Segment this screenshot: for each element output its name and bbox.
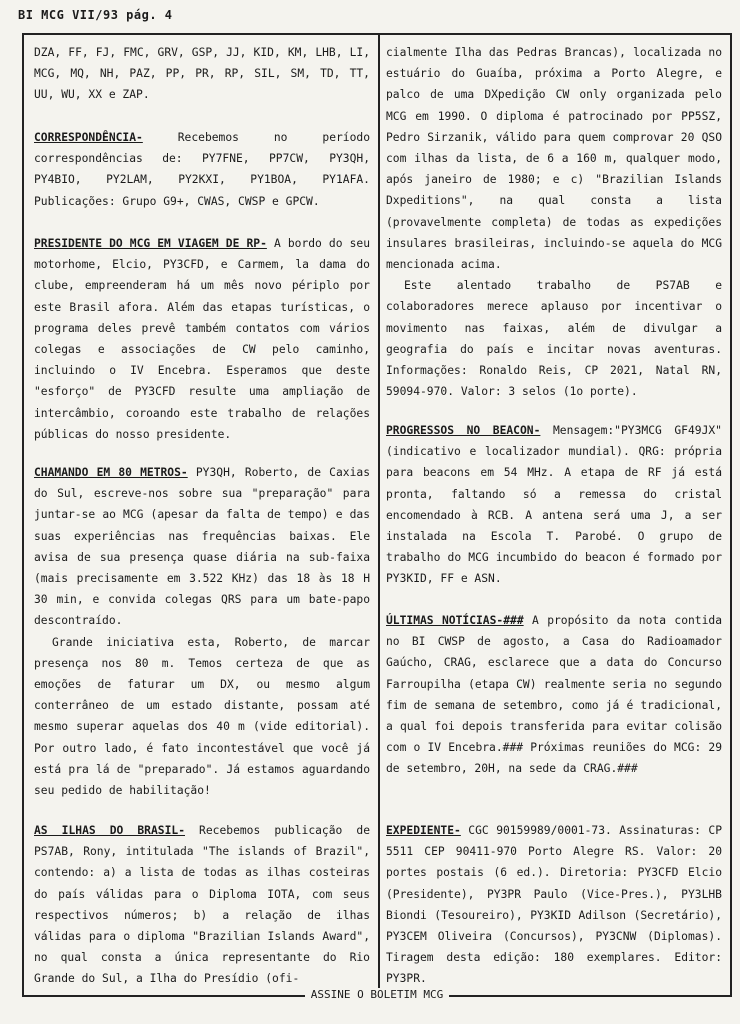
intro-text: DZA, FF, FJ, FMC, GRV, GSP, JJ, KID, KM, LHB, LI, MCG, MQ, NH, PAZ, PP, PR, RP, SIL, SM, TD, TT, UU, WU, XX e ZAP.: [34, 46, 370, 102]
section-text: Recebemos publicação de PS7AB, Rony, intitulada "The islands of Brazil", contendo: a) a lista de todas as ilhas costeiras do país válidas para o Diploma IOTA, com seus respectivos números; b) a relação de ilhas válidas para o diploma "Brazilian Islands Award", no qual consta a única representante do Rio Grande do Sul, a Ilha do Presídio (ofi-: [34, 824, 370, 986]
section-text: Mensagem:"PY3MCG GF49JX" (indicativo e localizador mundial). QRG: própria para beacons em 54 MHz. A etapa de RF já está pronta, faltando só a remessa do cristal encomendado à RCB. A antena será uma J, a ser instalada na Escola T. Parobé. O grupo de trabalho do MCG incumbido do beacon é formado por PY3KID, FF e ASN.: [386, 424, 722, 586]
section-text: cialmente Ilha das Pedras Brancas), localizada no estuário do Guaíba, próxima a Porto Alegre, e palco de uma DXpedição CW only organizada pelo MCG em 1990. O diploma é patrocinado por PP5SZ, Pedro Sirzanik, válido para quem comprovar 20 QSO com ilhas da lista, de 6 a 160 m, qualquer modo, após janeiro de 1980; e c) "Brazilian Islands Dxpeditions", na qual consta a lista (provavelmente completa) de todas as expedições insulares brasileiras, incluindo-se aquela do MCG mencionada acima.: [386, 46, 722, 272]
page-header: BI MCG VII/93 pág. 4: [18, 8, 173, 22]
section-text: PY3QH, Roberto, de Caxias do Sul, escreve-nos sobre sua "preparação" para juntar-se ao MCG (apesar da falta de tempo) e das suas experiências nas frequências baixas. Ele avisa de sua presença quase diária na sub-faixa (mais precisamente em 3.522 KHz) das 18 às 18 H 30 min, e convida colegas QRS para um bate-papo descontraído.: [34, 466, 370, 628]
footer: [22, 988, 732, 1002]
ilhas-section: [34, 820, 370, 990]
section-heading: EXPEDIENTE-: [386, 824, 461, 837]
expediente-section: [386, 820, 722, 990]
column-divider: [378, 33, 380, 997]
section-heading: CHAMANDO EM 80 METROS-: [34, 466, 188, 479]
ilhas-continued-section: [386, 42, 722, 402]
ultimas-section: [386, 610, 722, 780]
section-heading: AS ILHAS DO BRASIL-: [34, 824, 185, 837]
section-text: A bordo do seu motorhome, Elcio, PY3CFD, e Carmem, la dama do clube, empreenderam há um mês novo périplo por este Brasil afora. Além das etapas turísticas, o programa deles prevê também contatos com vários colegas e associações de CW pelo caminho, incluindo o IV Encebra. Esperamos que deste "esforço" de PY3CFD resulte uma ampliação de intercâmbio, coroando este trabalho de relações públicas do nosso presidente.: [34, 237, 370, 441]
presidente-section: [34, 233, 370, 445]
footer-text: ASSINE O BOLETIM MCG: [305, 988, 449, 1001]
section-paragraph: Grande iniciativa esta, Roberto, de marcar presença nos 80 m. Temos certeza de que as emoções de faturar um DX, ou mesmo algum conterrâneo de um estado distante, possam até mesmo superar aquelas dos 40 m (vide editorial). Por outro lado, é fato incontestável que você já está pra lá de "preparado". Já estamos aguardando seu pedido de habilitação!: [34, 635, 370, 798]
section-heading: PRESIDENTE DO MCG EM VIAGEM DE RP-: [34, 237, 267, 250]
section-text: A propósito da nota contida no BI CWSP de agosto, a Casa do Radioamador Gaúcho, CRAG, esclarece que a data do Concurso Farroupilha (etapa CW) realmente seria no segundo fim de semana de setembro, como já é tradicional, a qual foi depois transferida para evitar colisão com o IV Encebra.### Próximas reuniões do MCG: 29 de setembro, 20H, na sede da CRAG.###: [386, 614, 723, 776]
section-paragraph: Este alentado trabalho de PS7AB e colaboradores merece aplauso por incentivar o movimento nas faixas, além de divulgar a geografia do país e incitar novas aventuras. Informações: Ronaldo Reis, CP 2021, Natal RN, 59094-970. Valor: 3 selos (1o porte).: [386, 279, 722, 399]
section-text: CGC 90159989/0001-73. Assinaturas: CP 5511 CEP 90411-970 Porto Alegre RS. Valor: 20 portes postais (6 ed.). Diretoria: PY3CFD Elcio (Presidente), PY3PR Paulo (Vice-Pres.), PY3LHB Biondi (Tesoureiro), PY3KID Adilson (Secretário), PY3CEM Oliveira (Concursos), PY3CNW (Diplomas). Tiragem desta edição: 180 exemplares. Editor: PY3PR.: [386, 824, 722, 986]
chamando-section: [34, 462, 370, 801]
intro-section: [34, 42, 370, 106]
progressos-section: [386, 420, 722, 590]
section-heading: PROGRESSOS NO BEACON-: [386, 424, 541, 437]
section-heading: ÚLTIMAS NOTÍCIAS-###: [386, 614, 524, 627]
section-heading: CORRESPONDÊNCIA-: [34, 131, 143, 144]
correspondencia-section: [34, 127, 370, 212]
section-text: Recebemos no período correspondências de: PY7FNE, PP7CW, PY3QH, PY4BIO, PY2LAM, PY2KXI, PY1BOA, PY1AFA. Publicações: Grupo G9+, CWAS, CWSP e GPCW.: [34, 131, 370, 208]
